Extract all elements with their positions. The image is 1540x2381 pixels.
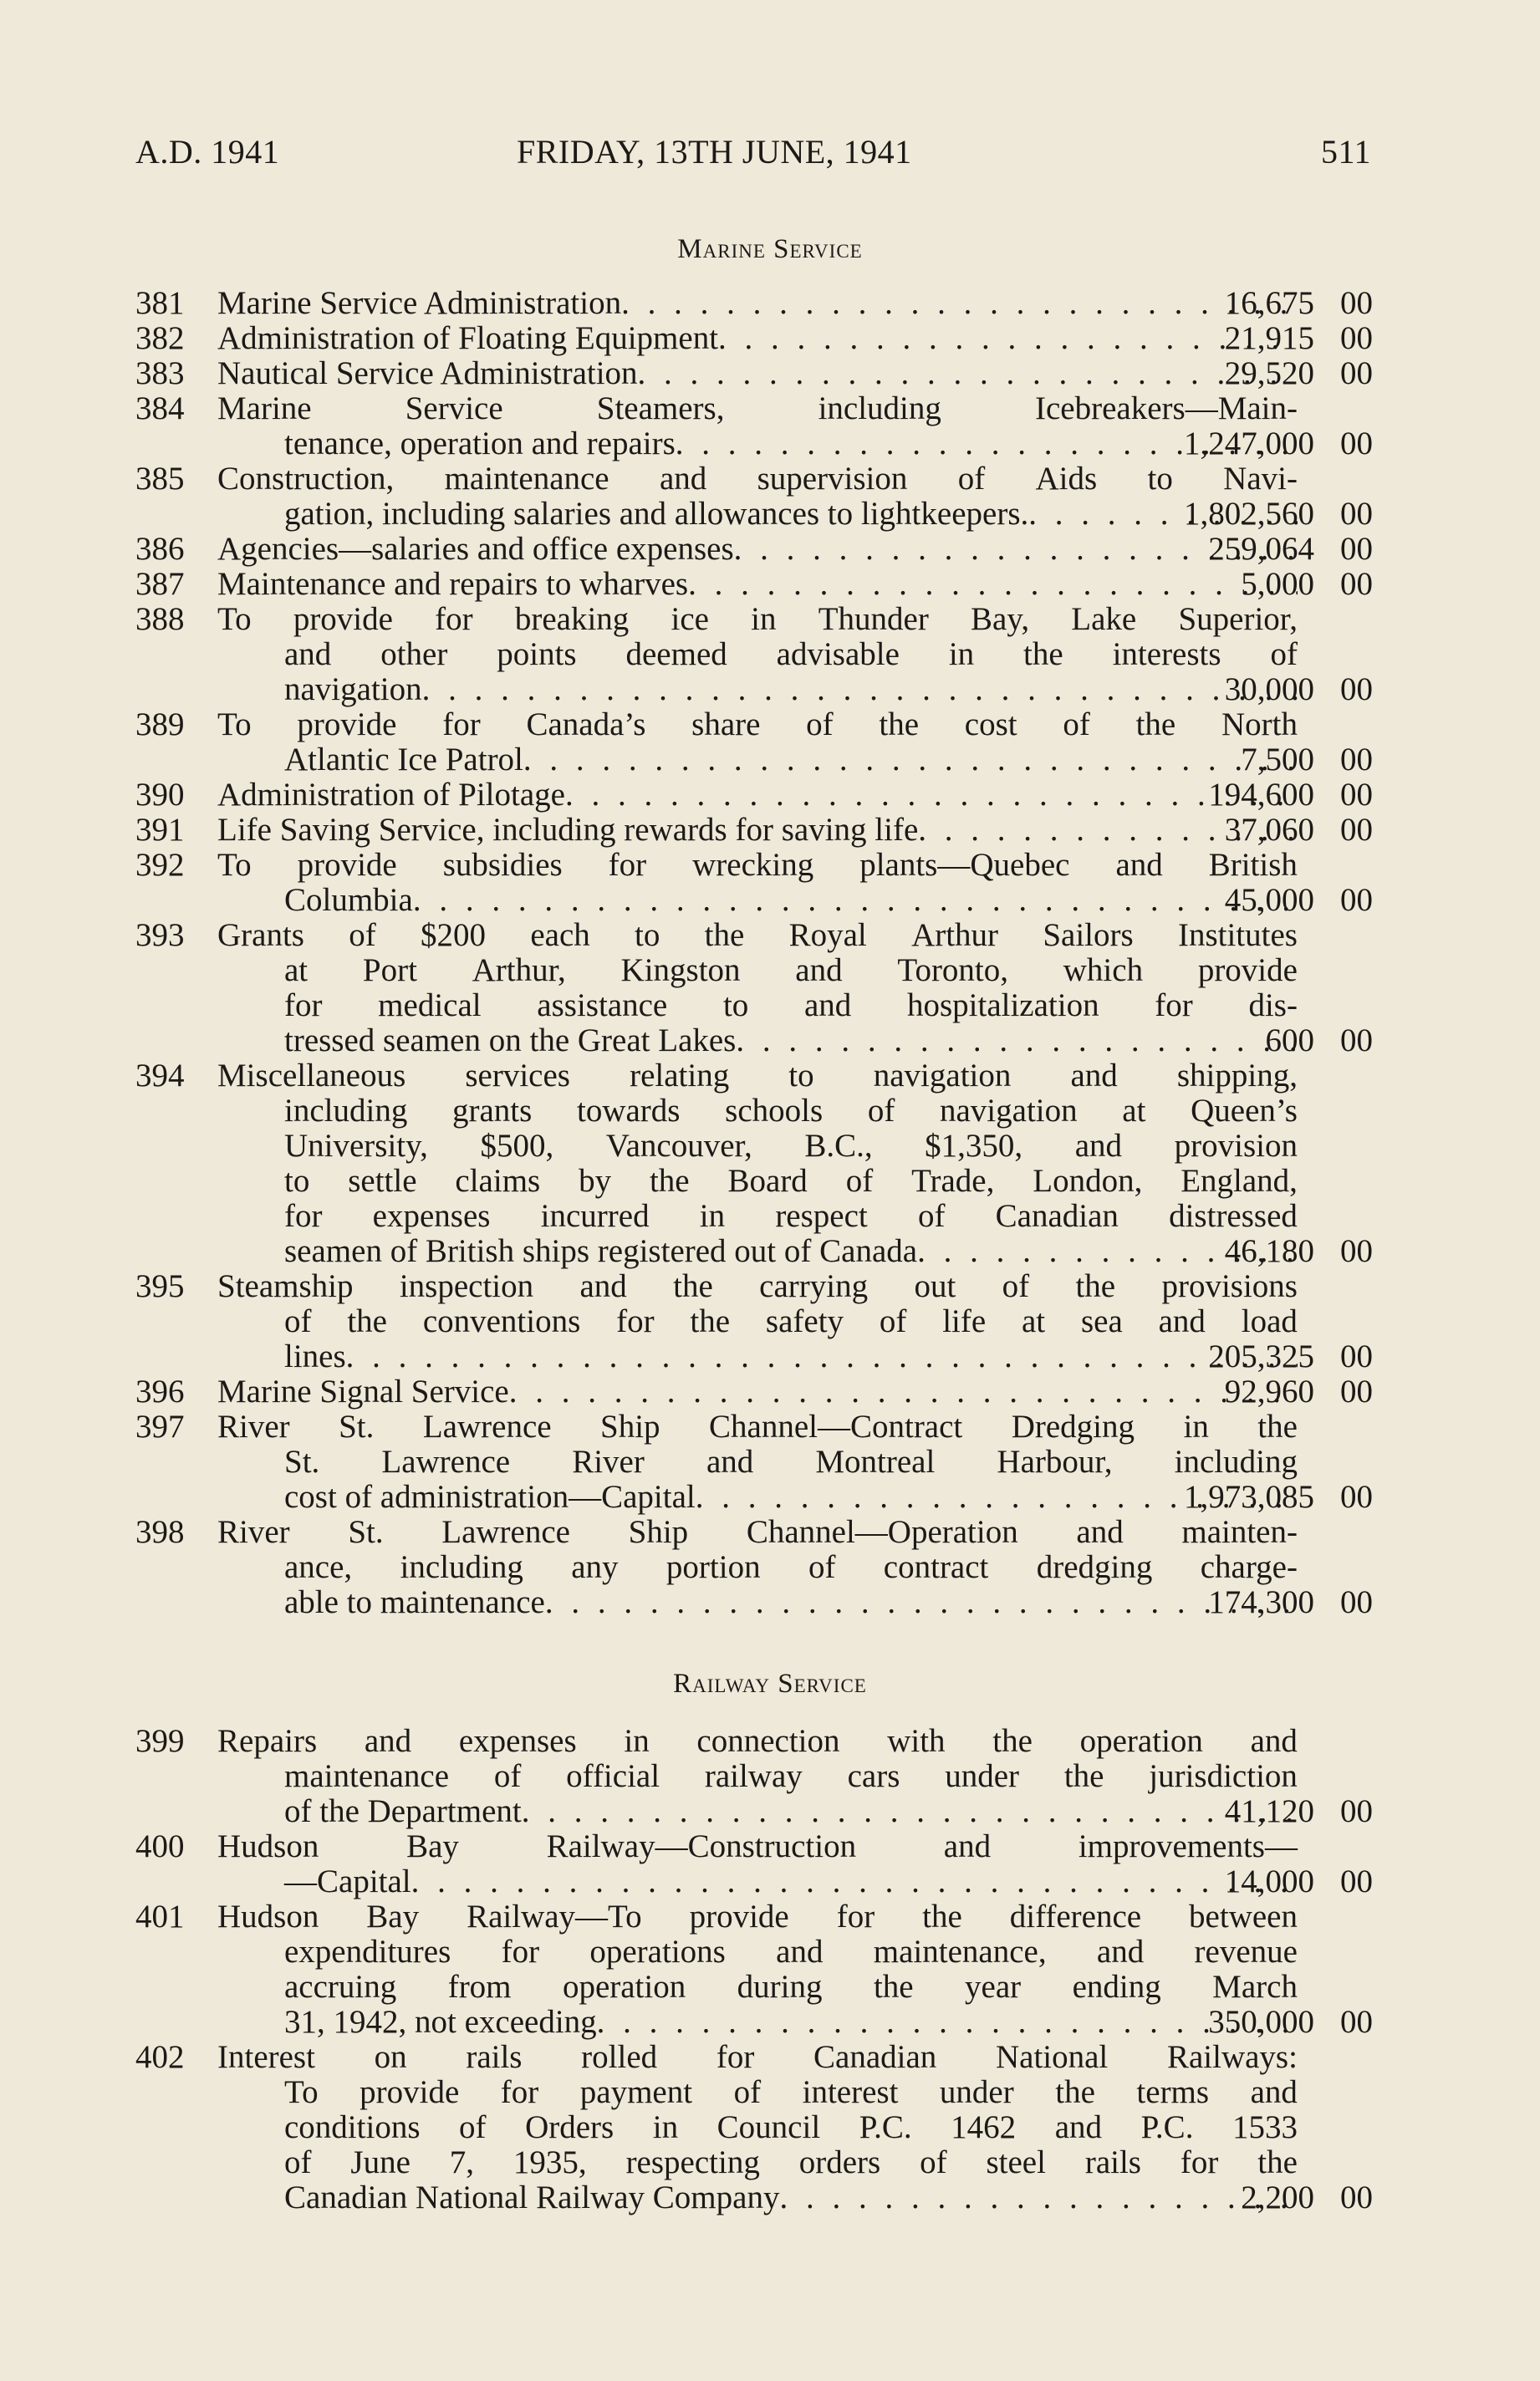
item-number: 391 <box>135 812 185 848</box>
item-description <box>217 532 1298 567</box>
item-amount <box>1180 2005 1373 2040</box>
description-line: for expenses incurred in respect of Canadian distressed <box>284 1198 1298 1234</box>
amount-dollars: 259,064 <box>1208 531 1314 567</box>
dot-leader <box>413 883 1298 918</box>
description-line: To provide subsidies for wrecking plants—Quebec and British <box>217 847 1298 883</box>
amount-dollars: 1,802,560 <box>1184 496 1314 532</box>
amount-dollars: 21,915 <box>1224 320 1314 356</box>
description-line: Construction, maintenance and supervision of Aids to Navi- <box>217 461 1298 497</box>
description-line: St. Lawrence River and Montreal Harbour, including <box>284 1444 1298 1480</box>
list-item <box>135 356 1373 391</box>
description-line: of June 7, 1935, respecting orders of steel rails for the <box>284 2144 1298 2180</box>
description-line: Hudson Bay Railway—Construction and improvements— <box>217 1828 1298 1864</box>
amount-cents: 00 <box>1340 671 1373 707</box>
item-amount <box>1180 1023 1373 1058</box>
description-line: Administration of Floating Equipment <box>217 321 719 356</box>
description-line: of the conventions for the safety of life at sea and load <box>284 1303 1298 1339</box>
railway-items <box>135 1724 1373 2215</box>
item-number: 392 <box>135 847 185 883</box>
item-number: 385 <box>135 461 185 497</box>
item-number: 381 <box>135 285 185 321</box>
amount-dollars: 29,520 <box>1224 355 1314 391</box>
item-description <box>217 707 1298 778</box>
amount-dollars: 2,200 <box>1241 2180 1314 2215</box>
amount-cents: 00 <box>1340 1233 1373 1269</box>
item-description <box>217 1829 1298 1899</box>
amount-cents: 00 <box>1340 2004 1373 2040</box>
item-number: 384 <box>135 390 185 426</box>
list-item <box>135 391 1373 461</box>
section-title-marine: Marine Service <box>677 234 863 264</box>
marine-items <box>135 286 1373 1620</box>
page-number: 511 <box>1321 133 1372 171</box>
list-item <box>135 848 1373 918</box>
list-item <box>135 321 1373 356</box>
amount-dollars: 92,960 <box>1224 1374 1314 1410</box>
item-description <box>217 602 1298 707</box>
description-line: —Capital <box>284 1864 411 1899</box>
item-number: 390 <box>135 777 185 813</box>
section-title-railway: Railway Service <box>673 1669 867 1699</box>
amount-dollars: 600 <box>1265 1022 1314 1058</box>
list-item <box>135 1724 1373 1829</box>
list-item <box>135 286 1373 321</box>
description-line: maintenance of official railway cars under the jurisdiction <box>284 1758 1298 1794</box>
description-line: River St. Lawrence Ship Channel—Contract Dredging in the <box>217 1409 1298 1445</box>
description-line: Grants of $200 each to the Royal Arthur Sailors Institutes <box>217 917 1298 953</box>
item-number: 394 <box>135 1058 185 1094</box>
item-amount <box>1180 1374 1373 1410</box>
description-line: Columbia <box>284 883 413 918</box>
description-line: Canadian National Railway Company <box>284 2180 780 2215</box>
item-description <box>217 1515 1298 1620</box>
amount-dollars: 45,000 <box>1224 882 1314 918</box>
description-line: lines <box>284 1339 346 1374</box>
item-amount <box>1180 286 1373 321</box>
amount-dollars: 350,000 <box>1208 2004 1314 2040</box>
item-amount <box>1180 742 1373 778</box>
amount-dollars: 46,180 <box>1224 1233 1314 1269</box>
list-item <box>135 1515 1373 1620</box>
description-line: 31, 1942, not exceeding <box>284 2005 597 2040</box>
amount-cents: 00 <box>1340 1338 1373 1374</box>
item-number: 398 <box>135 1514 185 1550</box>
amount-cents: 00 <box>1340 777 1373 813</box>
item-description <box>217 286 1298 321</box>
description-line: River St. Lawrence Ship Channel—Operation and mainten- <box>217 1514 1298 1550</box>
item-number: 388 <box>135 601 185 637</box>
amount-cents: 00 <box>1340 2180 1373 2215</box>
description-line: Atlantic Ice Patrol <box>284 742 523 778</box>
description-line: Marine Service Steamers, including Icebreakers—Main- <box>217 390 1298 426</box>
description-line: Marine Signal Service <box>217 1374 509 1410</box>
header-year: A.D. 1941 <box>135 133 280 171</box>
description-line: Administration of Pilotage <box>217 778 565 813</box>
item-description <box>217 1724 1298 1829</box>
amount-cents: 00 <box>1340 285 1373 321</box>
item-amount <box>1180 497 1373 532</box>
amount-dollars: 174,300 <box>1208 1584 1314 1620</box>
item-description <box>217 461 1298 532</box>
item-amount <box>1180 426 1373 461</box>
item-amount <box>1180 1234 1373 1269</box>
list-item <box>135 532 1373 567</box>
description-line: seamen of British ships registered out of Canada <box>284 1234 918 1269</box>
description-line: ance, including any portion of contract dredging charge- <box>284 1549 1298 1585</box>
description-line: at Port Arthur, Kingston and Toronto, which provide <box>284 952 1298 988</box>
amount-dollars: 41,120 <box>1224 1793 1314 1829</box>
description-line: for medical assistance to and hospitalization for dis- <box>284 987 1298 1023</box>
amount-cents: 00 <box>1340 1374 1373 1410</box>
dot-leader <box>411 1864 1298 1899</box>
amount-dollars: 5,000 <box>1241 566 1314 602</box>
item-number: 397 <box>135 1409 185 1445</box>
item-number: 393 <box>135 917 185 953</box>
description-line: Life Saving Service, including rewards for saving life <box>217 813 919 848</box>
description-line: Maintenance and repairs to wharves <box>217 567 689 602</box>
amount-dollars: 16,675 <box>1224 285 1314 321</box>
description-line: able to maintenance <box>284 1585 545 1620</box>
amount-cents: 00 <box>1340 426 1373 461</box>
item-amount <box>1180 1480 1373 1515</box>
dot-leader <box>346 1339 1298 1374</box>
amount-dollars: 37,060 <box>1224 812 1314 848</box>
amount-cents: 00 <box>1340 566 1373 602</box>
list-item <box>135 461 1373 532</box>
amount-cents: 00 <box>1340 882 1373 918</box>
description-line: including grants towards schools of navigation at Queen’s <box>284 1093 1298 1129</box>
description-line: Repairs and expenses in connection with the operation and <box>217 1723 1298 1759</box>
amount-cents: 00 <box>1340 812 1373 848</box>
item-amount <box>1180 1794 1373 1829</box>
item-number: 400 <box>135 1828 185 1864</box>
item-description <box>217 1269 1298 1374</box>
description-line: To provide for payment of interest under the terms and <box>284 2074 1298 2110</box>
item-number: 387 <box>135 566 185 602</box>
description-line: accruing from operation during the year ending March <box>284 1969 1298 2005</box>
item-description <box>217 2040 1298 2215</box>
item-number: 399 <box>135 1723 185 1759</box>
item-number: 386 <box>135 531 185 567</box>
amount-dollars: 194,600 <box>1208 777 1314 813</box>
item-description <box>217 1374 1298 1410</box>
list-item <box>135 918 1373 1058</box>
amount-cents: 00 <box>1340 496 1373 532</box>
item-amount <box>1180 567 1373 602</box>
description-line: navigation <box>284 672 422 707</box>
description-line: gation, including salaries and allowances to lightkeepers. <box>284 497 1029 532</box>
amount-cents: 00 <box>1340 742 1373 778</box>
item-description <box>217 918 1298 1058</box>
item-description <box>217 778 1298 813</box>
dot-leader <box>422 672 1298 707</box>
description-line: expenditures for operations and maintenance, and revenue <box>284 1934 1298 1970</box>
description-line: Steamship inspection and the carrying out of the provisions <box>217 1268 1298 1304</box>
description-line: To provide for Canada’s share of the cost of the North <box>217 706 1298 742</box>
list-item <box>135 1374 1373 1410</box>
description-line: University, $500, Vancouver, B.C., $1,350, and provision <box>284 1128 1298 1164</box>
item-description <box>217 567 1298 602</box>
item-number: 389 <box>135 706 185 742</box>
item-amount <box>1180 883 1373 918</box>
item-amount <box>1180 1585 1373 1620</box>
item-amount <box>1180 2180 1373 2215</box>
item-description <box>217 813 1298 848</box>
list-item <box>135 602 1373 707</box>
item-number: 382 <box>135 320 185 356</box>
amount-dollars: 30,000 <box>1224 671 1314 707</box>
item-amount <box>1180 1339 1373 1374</box>
item-description <box>217 848 1298 918</box>
amount-cents: 00 <box>1340 1793 1373 1829</box>
list-item <box>135 813 1373 848</box>
item-description <box>217 1058 1298 1269</box>
item-amount <box>1180 356 1373 391</box>
item-description <box>217 1410 1298 1515</box>
amount-dollars: 205,325 <box>1208 1338 1314 1374</box>
description-line: Marine Service Administration <box>217 286 622 321</box>
amount-dollars: 1,247,000 <box>1184 426 1314 461</box>
amount-cents: 00 <box>1340 1864 1373 1899</box>
description-line: Miscellaneous services relating to navigation and shipping, <box>217 1058 1298 1094</box>
item-number: 383 <box>135 355 185 391</box>
amount-cents: 00 <box>1340 320 1373 356</box>
amount-cents: 00 <box>1340 355 1373 391</box>
amount-dollars: 1,973,085 <box>1184 1479 1314 1515</box>
item-amount <box>1180 532 1373 567</box>
item-amount <box>1180 672 1373 707</box>
item-description <box>217 321 1298 356</box>
amount-cents: 00 <box>1340 531 1373 567</box>
item-description <box>217 391 1298 461</box>
amount-cents: 00 <box>1340 1479 1373 1515</box>
description-line: Agencies—salaries and office expenses <box>217 532 734 567</box>
header-date: FRIDAY, 13TH JUNE, 1941 <box>517 133 912 171</box>
dot-leader <box>509 1374 1298 1410</box>
description-line: Nautical Service Administration <box>217 356 638 391</box>
list-item <box>135 707 1373 778</box>
item-number: 402 <box>135 2039 185 2075</box>
amount-cents: 00 <box>1340 1022 1373 1058</box>
item-number: 396 <box>135 1374 185 1410</box>
description-line: Hudson Bay Railway—To provide for the difference between <box>217 1899 1298 1935</box>
list-item <box>135 1269 1373 1374</box>
description-line: tenance, operation and repairs <box>284 426 676 461</box>
description-line: conditions of Orders in Council P.C. 1462 and P.C. 1533 <box>284 2109 1298 2145</box>
description-line: tressed seamen on the Great Lakes <box>284 1023 737 1058</box>
item-number: 401 <box>135 1899 185 1935</box>
list-item <box>135 567 1373 602</box>
list-item <box>135 1829 1373 1899</box>
description-line: To provide for breaking ice in Thunder Bay, Lake Superior, <box>217 601 1298 637</box>
description-line: of the Department <box>284 1794 522 1829</box>
list-item <box>135 1410 1373 1515</box>
item-description <box>217 1899 1298 2040</box>
list-item <box>135 2040 1373 2215</box>
description-line: cost of administration—Capital <box>284 1480 696 1515</box>
item-amount <box>1180 813 1373 848</box>
list-item <box>135 778 1373 813</box>
amount-dollars: 14,000 <box>1224 1864 1314 1899</box>
item-amount <box>1180 778 1373 813</box>
list-item <box>135 1058 1373 1269</box>
item-description <box>217 356 1298 391</box>
item-number: 395 <box>135 1268 185 1304</box>
item-amount <box>1180 1864 1373 1899</box>
amount-cents: 00 <box>1340 1584 1373 1620</box>
item-amount <box>1180 321 1373 356</box>
description-line: and other points deemed advisable in the interests of <box>284 636 1298 672</box>
list-item <box>135 1899 1373 2040</box>
amount-dollars: 7,500 <box>1241 742 1314 778</box>
description-line: to settle claims by the Board of Trade, London, England, <box>284 1163 1298 1199</box>
description-line: Interest on rails rolled for Canadian National Railways: <box>217 2039 1298 2075</box>
